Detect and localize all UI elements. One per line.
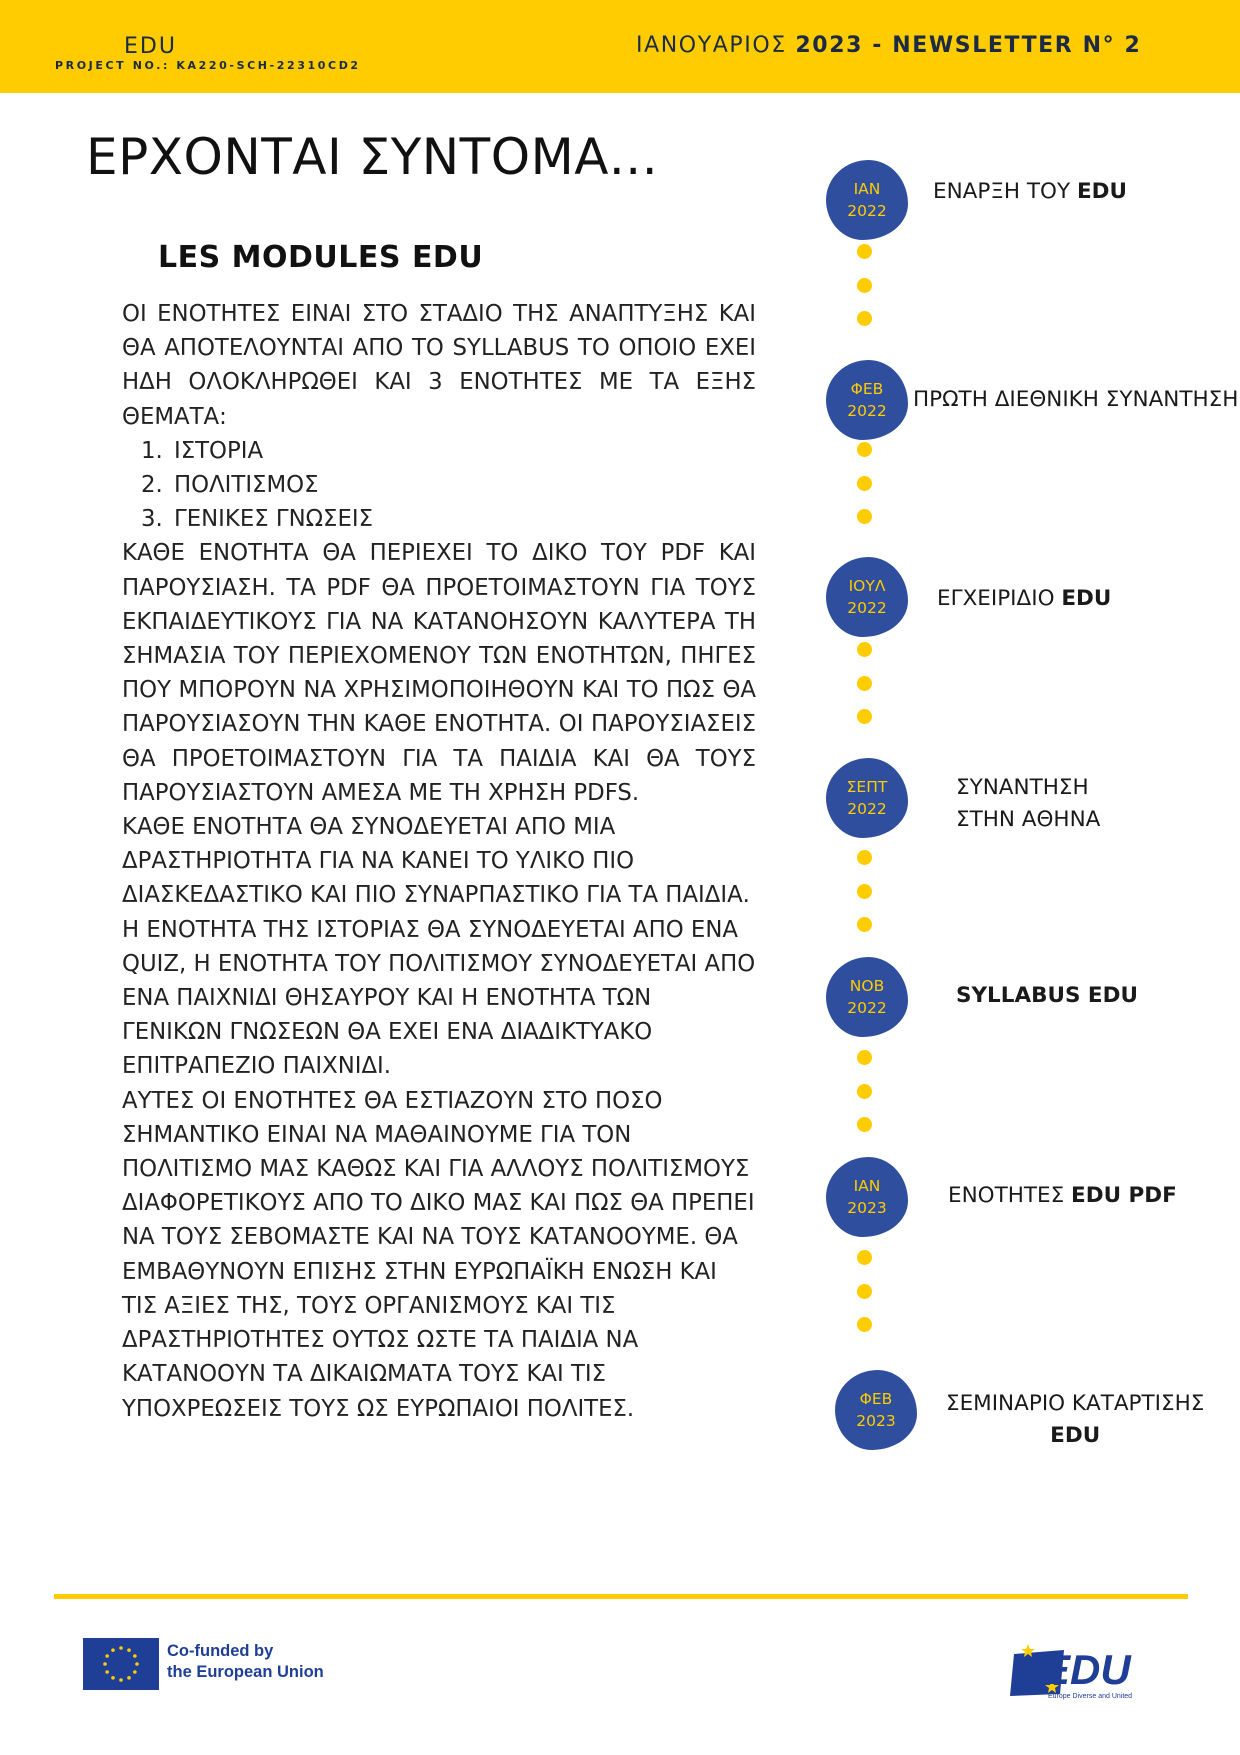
timeline-month: ΙΟΥΛ (848, 577, 886, 595)
timeline-label-text: ΣΥΝΑΝΤΗΣΗ (956, 775, 1089, 800)
timeline-date-badge (835, 1370, 917, 1450)
eu-star-icon (111, 1676, 115, 1680)
timeline-event-label (913, 384, 1238, 416)
header-brand: EDU (124, 34, 177, 59)
activity-paragraph: ΚΑΘΕ ΕΝΟΤΗΤΑ ΘΑ ΣΥΝΟΔΕΥΕΤΑΙ ΑΠΟ ΜΙΑ ΔΡΑΣΤΗΡΙΟΤΗΤΑ ΓΙΑ ΝΑ ΚΑΝΕΙ ΤΟ ΥΛΙΚΟ ΠΙΟ ΔΙΑΣΚΕΔΑΣΤΙΚΟ ΚΑΙ ΠΙΟ ΣΥΝΑΡΠΑΣΤΙΚΟ ΓΙΑ ΤΑ ΠΑΙΔΙΑ. (122, 814, 750, 909)
newsletter-issue: 2023 - NEWSLETTER N° 2 (795, 33, 1142, 58)
section-subtitle: LES MODULES EDU (158, 240, 484, 275)
topic-item: 2. ΠΟΛΙΤΙΣΜΟΣ (170, 468, 756, 502)
timeline-connector-dot (857, 884, 872, 899)
timeline-date-badge (826, 1157, 908, 1237)
header-newsletter (636, 33, 1141, 58)
timeline-date-badge (826, 160, 908, 240)
timeline-month: ΣΕΠΤ (846, 778, 888, 796)
timeline-connector-dot (857, 917, 872, 932)
timeline-connector-dot (857, 850, 872, 865)
timeline-label-bold: EDU PDF (1071, 1183, 1177, 1208)
timeline-connector-dot (857, 1250, 872, 1265)
timeline-connector-dot (857, 709, 872, 724)
eu-star-icon (127, 1676, 131, 1680)
timeline-connector-dot (857, 278, 872, 293)
timeline-connector-dot (857, 442, 872, 457)
timeline-connector-dot (857, 1084, 872, 1099)
timeline-event-label (937, 583, 1111, 615)
timeline-month: ΙΑΝ (853, 1177, 881, 1195)
timeline-year: 2023 (847, 1199, 887, 1217)
timeline-connector-dot (857, 1284, 872, 1299)
eu-star-icon (103, 1662, 107, 1666)
timeline-connector-dot (857, 1317, 872, 1332)
logo-tagline: Europe Diverse and United (1048, 1693, 1133, 1700)
timeline-label-line (937, 583, 1111, 615)
timeline-date-badge (826, 557, 908, 637)
timeline-event-label (946, 1388, 1204, 1452)
timeline-label-text: ΠΡΩΤΗ ΔΙΕΘΝΙΚΗ ΣΥΝΑΝΤΗΣΗ (913, 387, 1239, 412)
logo-wordmark: EDU (1042, 1646, 1131, 1693)
timeline-event-label (956, 772, 1100, 836)
timeline-label-text: ΕΓΧΕΙΡΙΔΙΟ (937, 586, 1062, 611)
timeline-month: ΝΟΒ (849, 977, 885, 995)
article-body (122, 297, 756, 1426)
timeline-label-text: ΕΝΑΡΞΗ ΤΟΥ (933, 179, 1077, 204)
page-title: ΕΡΧΟΝΤΑΙ ΣΥΝΤΟΜΑ... (86, 128, 659, 186)
eu-star-icon (105, 1654, 109, 1658)
timeline-event-label (956, 980, 1138, 1012)
timeline-connector-dot (857, 676, 872, 691)
topic-item: 3. ΓΕΝΙΚΕΣ ΓΝΩΣΕΙΣ (170, 502, 756, 536)
timeline-year: 2022 (847, 800, 887, 818)
timeline-label-line2: EDU (1050, 1423, 1101, 1448)
timeline-label-bold: EDU (1076, 179, 1127, 204)
eu-star-icon (119, 1646, 123, 1650)
timeline-connector-dot (857, 642, 872, 657)
header-project-number: PROJECT NO.: KA220-SCH-22310CD2 (55, 59, 361, 72)
timeline-event-label (933, 176, 1127, 208)
header-banner (0, 0, 1240, 93)
timeline-label-bold: EDU (1061, 586, 1112, 611)
timeline-connector-dot (857, 509, 872, 524)
timeline-connector-dot (857, 244, 872, 259)
timeline-label-text: ΕΝΟΤΗΤΕΣ (948, 1183, 1072, 1208)
eu-star-icon (127, 1648, 131, 1652)
timeline-month: ΦΕΒ (859, 1390, 893, 1408)
eu-star-icon (135, 1662, 139, 1666)
eu-line-2: the European Union (167, 1663, 324, 1681)
newsletter-month: ΙΑΝΟΥΑΡΙΟΣ (636, 33, 787, 58)
games-paragraph: Η ΕΝΟΤΗΤΑ ΤΗΣ ΙΣΤΟΡΙΑΣ ΘΑ ΣΥΝΟΔΕΥΕΤΑΙ ΑΠΟ ΕΝΑ QUIZ, Η ΕΝΟΤΗΤΑ ΤΟΥ ΠΟΛΙΤΙΣΜΟΥ ΣΥΝΟΔΕΥΕΤΑΙ ΑΠΟ ΕΝΑ ΠΑΙΧΝΙΔΙ ΘΗΣΑΥΡΟΥ ΚΑΙ Η ΕΝΟΤΗΤΑ ΤΩΝ ΓΕΝΙΚΩΝ ΓΝΩΣΕΩΝ ΘΑ ΕΧΕΙ ΕΝΑ ΔΙΑΔΙΚΤΥΑΚΟ ΕΠΙΤΡΑΠΕΖΙΟ ΠΑΙΧΝΙΔΙ. (122, 916, 756, 1080)
eu-star-icon (105, 1670, 109, 1674)
timeline-label-line (946, 1388, 1204, 1420)
timeline-connector-dot (857, 311, 872, 326)
timeline-date-badge (826, 957, 908, 1037)
timeline-label-bold: SYLLABUS EDU (956, 983, 1138, 1008)
timeline-label-line2: ΣΤΗΝ ΑΘΗΝΑ (956, 807, 1101, 832)
eu-star-icon (111, 1648, 115, 1652)
timeline-label-line (913, 384, 1238, 416)
timeline-label-line (956, 980, 1138, 1012)
eu-star-icon (133, 1670, 137, 1674)
timeline-year: 2022 (847, 599, 887, 617)
timeline-month: ΙΑΝ (853, 180, 881, 198)
eu-cofunded-text (167, 1641, 324, 1683)
pdf-paragraph: ΚΑΘΕ ΕΝΟΤΗΤΑ ΘΑ ΠΕΡΙΕΧΕΙ ΤΟ ΔΙΚΟ ΤΟΥ PDF ΚΑΙ ΠΑΡΟΥΣΙΑΣΗ. ΤΑ PDF ΘΑ ΠΡΟΕΤΟΙΜΑΣΤΟΥΝ ΓΙΑ ΤΟΥΣ ΕΚΠΑΙΔΕΥΤΙΚΟΥΣ ΓΙΑ ΝΑ ΚΑΤΑΝΟΗΣΟΥΝ ΚΑΛΥΤΕΡΑ ΤΗ ΣΗΜΑΣΙΑ ΤΟΥ ΠΕΡΙΕΧΟΜΕΝΟΥ ΤΩΝ ΕΝΟΤΗΤΩΝ, ΠΗΓΕΣ ΠΟΥ ΜΠΟΡΟΥΝ ΝΑ ΧΡΗΣΙΜΟΠΟΙΗΘΟΥΝ ΚΑΙ ΤΟ ΠΩΣ ΘΑ ΠΑΡΟΥΣΙΑΣΟΥΝ ΤΗΝ ΚΑΘΕ ΕΝΟΤΗΤΑ. ΟΙ ΠΑΡΟΥΣΙΑΣΕΙΣ ΘΑ ΠΡΟΕΤΟΙΜΑΣΤΟΥΝ ΓΙΑ ΤΑ ΠΑΙΔΙΑ ΚΑΙ ΘΑ ΤΟΥΣ ΠΑΡΟΥΣΙΑΣΤΟΥΝ ΑΜΕΣΑ ΜΕ ΤΗ ΧΡΗΣΗ PDFS. (122, 540, 756, 806)
timeline-label-line (948, 1180, 1177, 1212)
timeline-label-line (956, 772, 1100, 804)
eu-star-icon (133, 1654, 137, 1658)
timeline-connector-dot (857, 1117, 872, 1132)
timeline-date-badge (826, 360, 908, 440)
edu-logo (1008, 1640, 1168, 1702)
topic-item: 1. ΙΣΤΟΡΙΑ (170, 434, 756, 468)
timeline-date-badge (826, 758, 908, 838)
eu-flag-icon (83, 1638, 159, 1690)
timeline-year: 2022 (847, 202, 887, 220)
timeline-year: 2022 (847, 402, 887, 420)
intro-paragraph: ΟΙ ΕΝΟΤΗΤΕΣ ΕΙΝΑΙ ΣΤΟ ΣΤΑΔΙΟ ΤΗΣ ΑΝΑΠΤΥΞΗΣ ΚΑΙ ΘΑ ΑΠΟΤΕΛΟΥΝΤΑΙ ΑΠΟ ΤΟ SYLLABUS ΤΟ ΟΠΟΙΟ ΕΧΕΙ ΗΔΗ ΟΛΟΚΛΗΡΩΘΕΙ ΚΑΙ 3 ΕΝΟΤΗΤΕΣ ΜΕ ΤΑ ΕΞΗΣ ΘΕΜΑΤΑ: (122, 301, 756, 430)
topics-list (122, 434, 756, 537)
timeline-label-text: ΣΕΜΙΝΑΡΙΟ ΚΑΤΑΡΤΙΣΗΣ (946, 1391, 1205, 1416)
timeline-year: 2022 (847, 999, 887, 1017)
timeline-connector-dot (857, 1050, 872, 1065)
timeline-label-line (933, 176, 1127, 208)
focus-paragraph: ΑΥΤΕΣ ΟΙ ΕΝΟΤΗΤΕΣ ΘΑ ΕΣΤΙΑΖΟΥΝ ΣΤΟ ΠΟΣΟ ΣΗΜΑΝΤΙΚΟ ΕΙΝΑΙ ΝΑ ΜΑΘΑΙΝΟΥΜΕ ΓΙΑ ΤΟΝ ΠΟΛΙΤΙΣΜΟ ΜΑΣ ΚΑΘΩΣ ΚΑΙ ΓΙΑ ΑΛΛΟΥΣ ΠΟΛΙΤΙΣΜΟΥΣ ΔΙΑΦΟΡΕΤΙΚΟΥΣ ΑΠΟ ΤΟ ΔΙΚΟ ΜΑΣ ΚΑΙ ΠΩΣ ΘΑ ΠΡΕΠΕΙ ΝΑ ΤΟΥΣ ΣΕΒΟΜΑΣΤΕ ΚΑΙ ΝΑ ΤΟΥΣ ΚΑΤΑΝΟΟΥΜΕ. ΘΑ ΕΜΒΑΘΥΝΟΥΝ ΕΠΙΣΗΣ ΣΤΗΝ ΕΥΡΩΠΑΪΚΗ ΕΝΩΣΗ ΚΑΙ ΤΙΣ ΑΞΙΕΣ ΤΗΣ, ΤΟΥΣ ΟΡΓΑΝΙΣΜΟΥΣ ΚΑΙ ΤΙΣ ΔΡΑΣΤΗΡΙΟΤΗΤΕΣ ΟΥΤΩΣ ΩΣΤΕ ΤΑ ΠΑΙΔΙΑ ΝΑ ΚΑΤΑΝΟΟΥΝ ΤΑ ΔΙΚΑΙΩΜΑΤΑ ΤΟΥΣ ΚΑΙ ΤΙΣ ΥΠΟΧΡΕΩΣΕΙΣ ΤΟΥΣ ΩΣ ΕΥΡΩΠΑΙΟΙ ΠΟΛΙΤΕΣ. (122, 1087, 755, 1422)
footer-divider (54, 1594, 1188, 1599)
eu-star-icon (119, 1678, 123, 1682)
timeline-connector-dot (857, 476, 872, 491)
timeline-event-label (948, 1180, 1177, 1212)
eu-line-1: Co-funded by (167, 1642, 274, 1660)
timeline-month: ΦΕΒ (850, 380, 884, 398)
timeline-year: 2023 (856, 1412, 896, 1430)
